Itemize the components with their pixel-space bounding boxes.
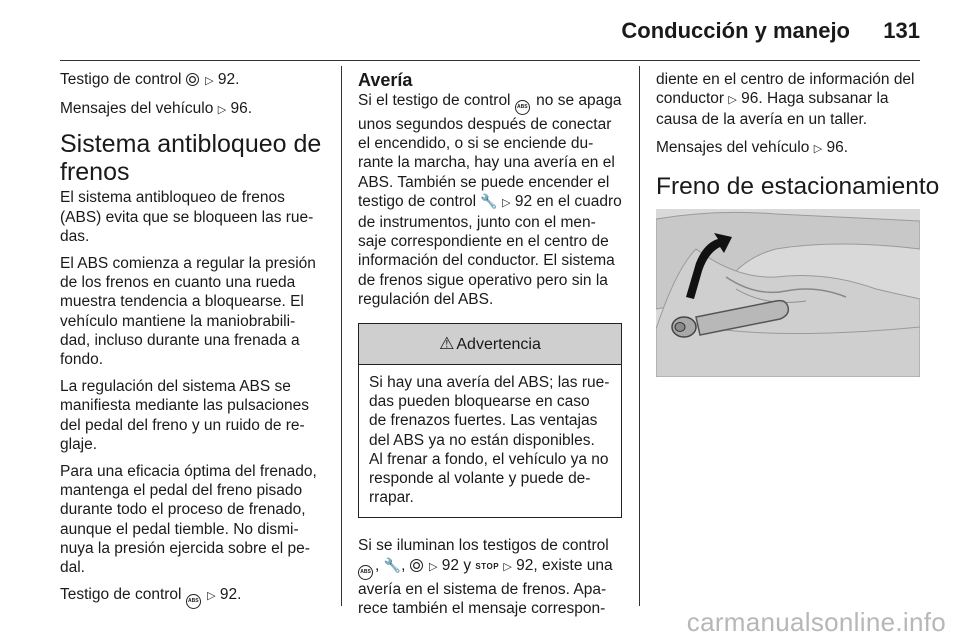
paragraph: El sistema antibloqueo de frenos (ABS) evita que se bloqueen las rue- das.	[60, 189, 314, 245]
page-header	[60, 14, 920, 60]
stop-icon: STOP	[475, 561, 500, 571]
warning-triangle-icon: ⚠	[439, 334, 455, 354]
warning-box-body: Si hay una avería del ABS; las rue- das pueden bloquearse en caso de frenazos fuertes. Las ventajas del ABS ya no están disponibles. Al frenar a fondo, el vehículo ya no responde al volante y puede de- rrapar.	[369, 374, 610, 507]
reference-arrow-icon: ▷	[207, 590, 216, 603]
column-1	[60, 70, 324, 617]
column-2	[358, 70, 622, 626]
reference-arrow-icon: ▷	[205, 75, 214, 87]
paragraph: diente en el centro de información del conductor ▷ 96. Haga subsanar la causa de la avería en un taller.	[656, 71, 915, 129]
brake-warning-icon	[186, 73, 199, 86]
warning-title: Advertencia	[456, 336, 541, 354]
column-divider	[639, 66, 640, 606]
column-3	[656, 70, 940, 377]
paragraph: Para una eficacia óptima del frenado, mantenga el pedal del freno pisado durante todo el proceso de frenado, aunque el pedal tiemble. No dismi- nuya la presión ejercida sobre el pe- dal.	[60, 463, 317, 577]
paragraph: La regulación del sistema ABS se manifiesta mediante las pulsaciones del pedal del freno y un ruido de re- glaje.	[60, 378, 309, 453]
paragraph: Si el testigo de control ABS no se apaga unos segundos después de conectar el encendido, o si se enciende du- rante la marcha, hay una avería en el ABS. También se puede encender el testigo de control 🔧 ▷ 92 en el cuadro de instrumentos, junto con el men- saje correspondiente en el centro de información del conductor. El sistema de frenos sigue operativo pero sin la regulación del ABS.	[358, 92, 622, 308]
abs-warning-icon: ABS	[186, 594, 201, 609]
reference-arrow-icon: ▷	[429, 560, 438, 573]
header-rule	[60, 60, 920, 61]
header-title: Conducción y manejo	[621, 18, 850, 43]
paragraph: El ABS comienza a regular la presión de los frenos en cuanto una rueda muestra tendencia a bloquearse. El vehículo mantiene la maniobrabili- dad, incluso durante una frenada a fondo.	[60, 255, 316, 369]
reference-arrow-icon: ▷	[502, 196, 511, 209]
vehicle-messages-ref: Mensajes del vehículo ▷ 96.	[656, 138, 849, 156]
paragraph: Si se iluminan los testigos de control ABS , 🔧, ▷ 92 y STOP ▷ 92, existe una avería en el sistema de frenos. Apa- rece también el mensaje correspon-	[358, 537, 613, 617]
section-heading-failure: Avería	[358, 70, 413, 90]
watermark: carmanualsonline.info	[686, 607, 946, 637]
parking-brake-illustration	[656, 209, 920, 377]
vehicle-messages-ref: Mensajes del vehículo ▷ 96.	[60, 100, 253, 118]
parking-brake-drawing	[656, 209, 920, 377]
section-heading-parking-brake: Freno de estacionamiento	[656, 172, 940, 200]
section-heading-abs: Sistema antibloqueo de frenos	[60, 130, 322, 187]
page-number: 131	[883, 18, 920, 43]
column-divider	[341, 66, 342, 606]
warning-box	[358, 323, 622, 518]
service-wrench-icon: 🔧	[383, 556, 402, 573]
reference-arrow-icon: ▷	[503, 560, 512, 573]
reference-arrow-icon: ▷	[217, 104, 227, 117]
warning-box-header	[359, 324, 621, 365]
brake-indicator-ref: Testigo de control ▷ 92.	[60, 71, 240, 88]
brake-warning-icon	[410, 559, 423, 572]
service-wrench-icon: 🔧	[480, 192, 498, 209]
abs-indicator-ref: Testigo de control ABS ▷ 92.	[60, 585, 324, 609]
reference-arrow-icon: ▷	[813, 142, 823, 155]
abs-warning-icon: ABS	[515, 100, 530, 115]
reference-arrow-icon: ▷	[728, 94, 737, 107]
abs-warning-icon: ABS	[358, 565, 373, 580]
